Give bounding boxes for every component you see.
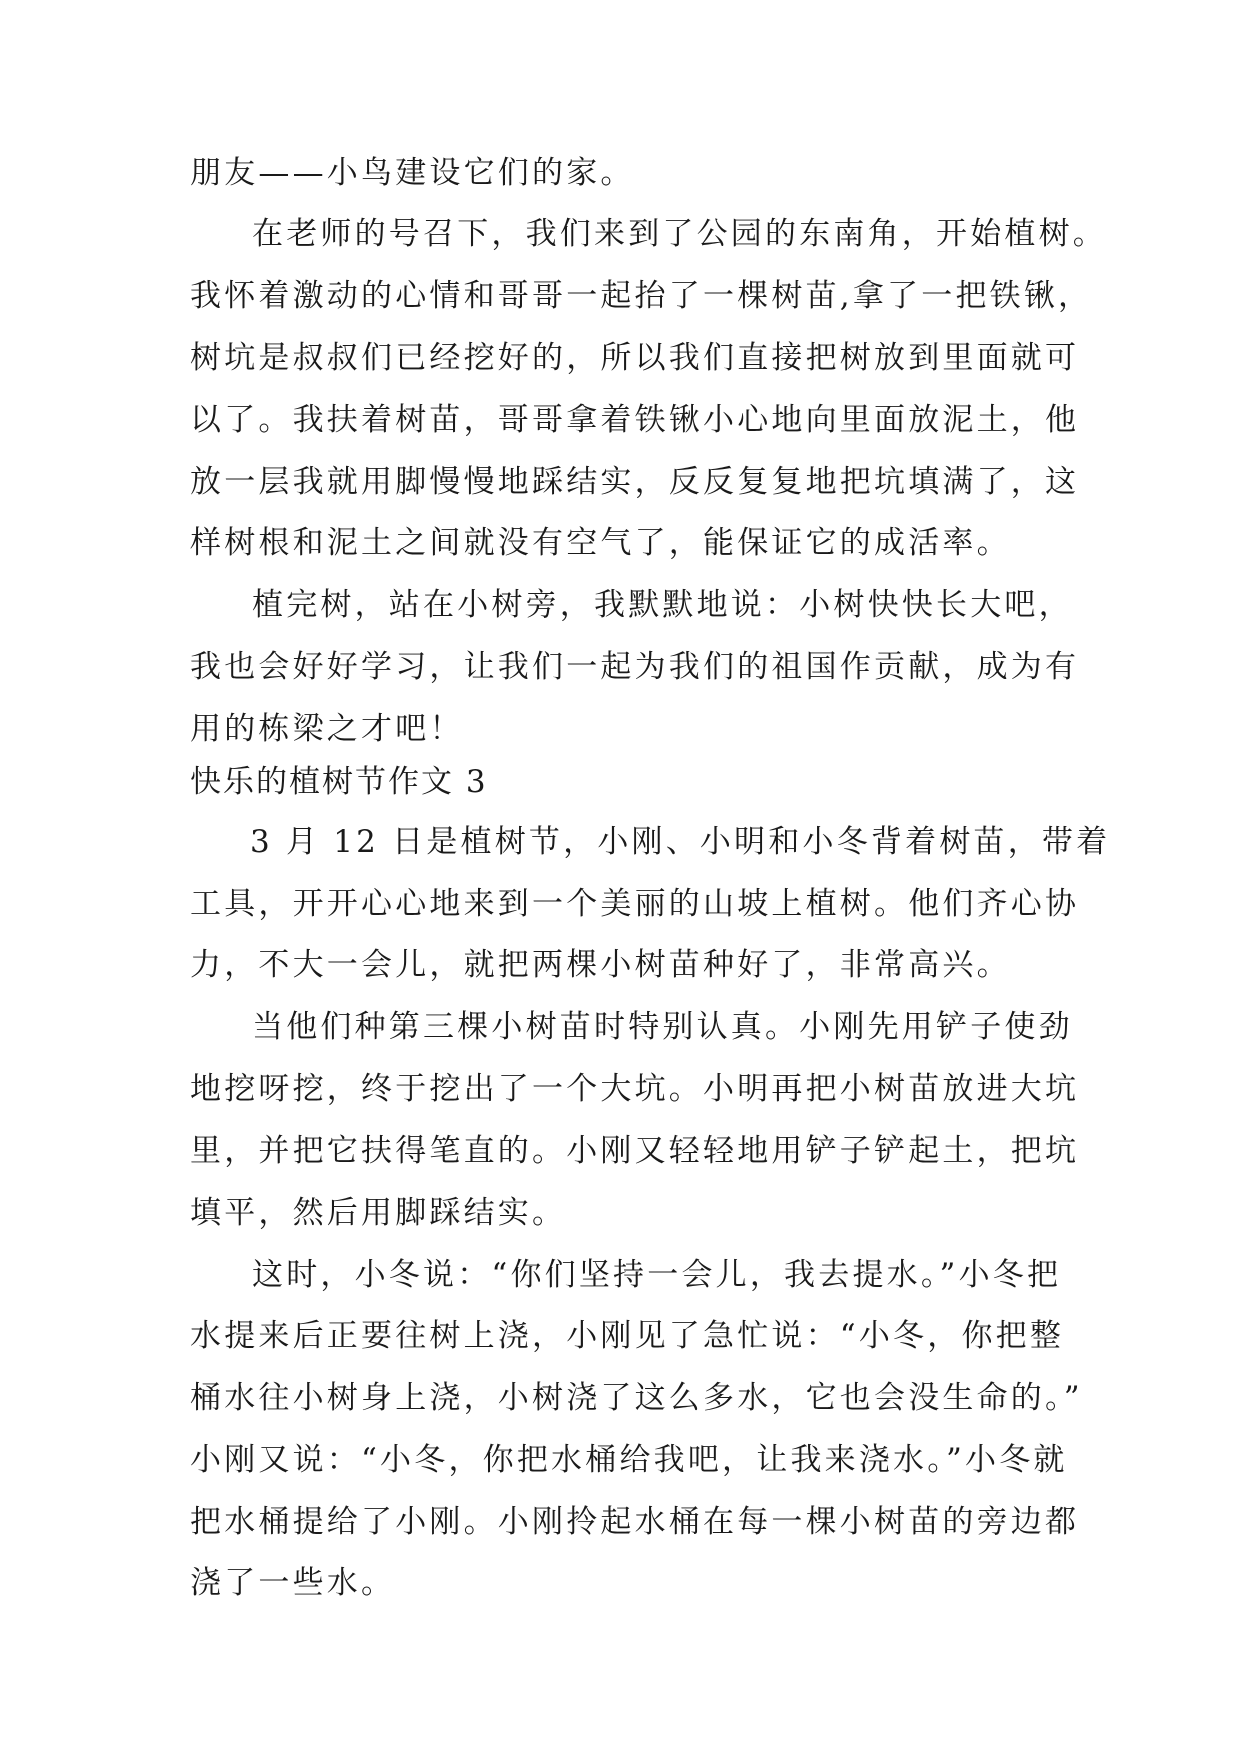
section-title: 快乐的植树节作文 3: [190, 764, 488, 800]
text-line: 我怀着激动的心情和哥哥一起抬了一棵树苗,拿了一把铁锹，: [190, 278, 1093, 314]
paragraph-first-line: 3 月 12 日是植树节，小刚、小明和小冬背着树苗，带着: [250, 824, 1111, 860]
text-line: 桶水往小树身上浇，小树浇了这么多水，它也会没生命的。”: [190, 1380, 1083, 1416]
text-line: 树坑是叔叔们已经挖好的，所以我们直接把树放到里面就可: [190, 340, 1080, 376]
text-line: 以了。我扶着树苗，哥哥拿着铁锹小心地向里面放泥土，他: [190, 402, 1080, 438]
text-line: 里，并把它扶得笔直的。小刚又轻轻地用铲子铲起土，把坑: [190, 1133, 1080, 1169]
paragraph-first-line: 这时，小冬说：“你们坚持一会儿，我去提水。”小冬把: [252, 1257, 1062, 1293]
text-line: 水提来后正要往树上浇，小刚见了急忙说：“小冬，你把整: [190, 1318, 1065, 1354]
text-line: 小刚又说：“小冬，你把水桶给我吧，让我来浇水。”小冬就: [190, 1442, 1068, 1478]
text-line: 放一层我就用脚慢慢地踩结实，反反复复地把坑填满了，这: [190, 464, 1080, 500]
text-line: 地挖呀挖，终于挖出了一个大坑。小明再把小树苗放进大坑: [190, 1071, 1080, 1107]
text-line: 样树根和泥土之间就没有空气了，能保证它的成活率。: [190, 525, 1011, 561]
text-line: 填平，然后用脚踩结实。: [190, 1195, 567, 1231]
text-line: 朋友——小鸟建设它们的家。: [190, 155, 635, 191]
text-line: 浇了一些水。: [190, 1565, 396, 1601]
text-line: 力，不大一会儿，就把两棵小树苗种好了，非常高兴。: [190, 947, 1011, 983]
text-line: 工具，开开心心地来到一个美丽的山坡上植树。他们齐心协: [190, 886, 1080, 922]
text-line: 把水桶提给了小刚。小刚拎起水桶在每一棵小树苗的旁边都: [190, 1504, 1080, 1540]
text-line: 我也会好好学习，让我们一起为我们的祖国作贡献，成为有: [190, 649, 1080, 685]
text-line: 用的栋梁之才吧！: [190, 711, 464, 747]
paragraph-first-line: 当他们种第三棵小树苗时特别认真。小刚先用铲子使劲: [252, 1009, 1073, 1045]
paragraph-first-line: 在老师的号召下，我们来到了公园的东南角，开始植树。: [252, 216, 1107, 252]
paragraph-first-line: 植完树，站在小树旁，我默默地说：小树快快长大吧，: [252, 587, 1073, 623]
